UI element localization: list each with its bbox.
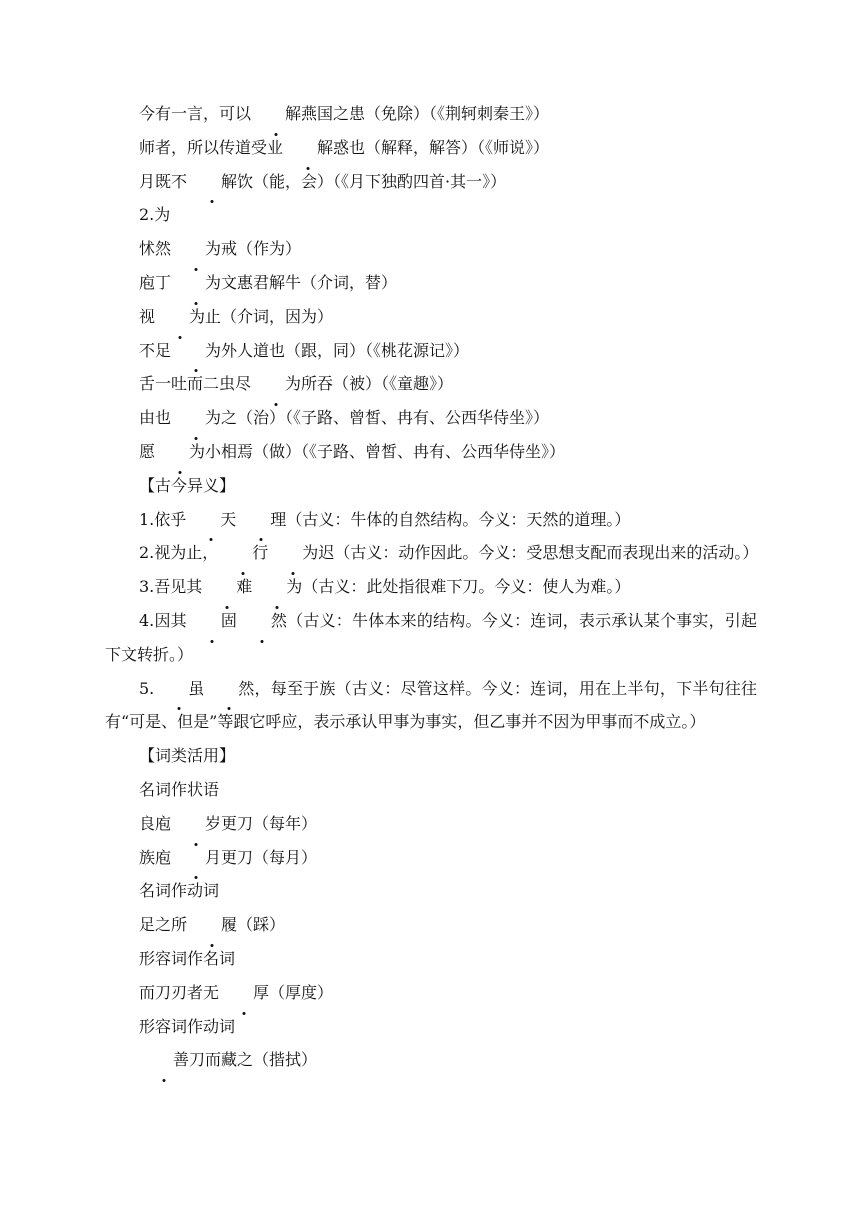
text-line (105, 739, 757, 773)
text-line (105, 435, 757, 469)
text-segment: 名词作状语 (139, 779, 220, 799)
text-segment: （古义：此处指很难下刀。今义：使人为难。） (302, 577, 631, 597)
emphasized-character: 为 (155, 435, 205, 469)
text-segment: 4.因其 (139, 610, 187, 630)
text-segment: 所吞（被）（《童趣》） (301, 374, 454, 394)
text-line (105, 942, 757, 976)
emphasized-character: 为 (171, 266, 221, 300)
text-segment: 形容词作动词 (139, 1016, 236, 1036)
emphasized-character: 为 (171, 232, 221, 266)
text-segment: 【古今异义】 (139, 475, 236, 495)
emphasized-character: 难 (202, 570, 252, 604)
text-segment: 迟（古义：动作因此。今义：受思想支配而表现出来的活动。） (318, 543, 759, 563)
text-segment: 惑也（解释，解答）（《师说》） (333, 137, 550, 157)
emphasized-character: 为 (252, 570, 302, 604)
text-segment: 外人道也（跟，同）（《桃花源记》） (221, 340, 470, 360)
text-segment: 足之所 (139, 915, 188, 935)
text-line (105, 401, 757, 435)
text-segment: 3.吾见其 (139, 577, 203, 597)
text-line (105, 266, 757, 300)
text-segment: 庖丁 (139, 272, 172, 292)
text-segment: 刀而藏之（揩拭） (189, 1050, 318, 1070)
text-segment: （古义：牛体本来的结构。今义：连词，表示承认某个事实，引起下文转折。） (105, 610, 757, 664)
text-segment: 止（介词，因为） (205, 306, 334, 326)
text-segment: 更刀（每月） (221, 847, 318, 867)
emphasized-character: 固 (187, 604, 237, 638)
text-segment: 1.依乎 (139, 509, 187, 529)
text-line (105, 570, 757, 604)
text-segment: 戒（作为） (221, 239, 302, 259)
emphasized-character: 天 (186, 503, 236, 537)
text-line (105, 503, 757, 537)
text-segment: （踩） (237, 915, 286, 935)
emphasized-character: 解 (251, 97, 301, 131)
text-line (105, 773, 757, 807)
text-line (105, 165, 757, 199)
text-segment: 文惠君解牛（介词，替） (221, 272, 398, 292)
text-line (105, 469, 757, 503)
paragraph (105, 672, 757, 740)
emphasized-character: 解 (187, 165, 237, 199)
text-segment: ，每至于族（古义：尽管这样。今义：连词，用在上半句，下半句往往有“可是、但是”等跟它呼应，表示承认甲事为事实，但乙事并不因为甲事而不成立。） (105, 678, 757, 732)
text-line (105, 841, 757, 875)
text-segment: （古义：牛体的自然结构。今义：天然的道理。） (286, 509, 631, 529)
text-segment: 形容词作名词 (139, 948, 236, 968)
paragraph (105, 604, 757, 672)
emphasized-character: 岁 (171, 807, 221, 841)
text-segment: 2.为 (139, 205, 171, 225)
text-line (105, 1043, 757, 1077)
text-segment: 之（治）（《子路、曾皙、冉有、公西华侍坐》） (221, 408, 550, 428)
text-segment: 今有一言，可以 (139, 104, 252, 123)
text-line (105, 1010, 757, 1044)
emphasized-character: 为 (251, 367, 301, 401)
text-segment: 而刀刃者无 (139, 982, 220, 1002)
text-line (105, 908, 757, 942)
emphasized-character: 为 (155, 300, 205, 334)
text-line (105, 807, 757, 841)
text-segment: 饮（能，会）（《月下独酌四首·其一》） (237, 171, 507, 191)
emphasized-character: 虽 (154, 672, 204, 706)
text-segment: 怵然 (139, 239, 172, 259)
emphasized-character: 为 (171, 334, 221, 368)
text-line (105, 198, 757, 232)
emphasized-character: 为 (268, 536, 318, 570)
text-segment: 由也 (139, 408, 172, 428)
text-segment: 月既不 (139, 171, 188, 191)
text-segment: 族庖 (139, 847, 172, 867)
text-segment: 燕国之患（免除）（《荆轲刺秦王》） (301, 104, 550, 123)
text-line (105, 874, 757, 908)
text-segment: 不足 (139, 340, 172, 360)
emphasized-character: 履 (187, 908, 237, 942)
text-segment: 视 (139, 306, 156, 326)
emphasized-character: 为 (171, 401, 221, 435)
emphasized-character: 解 (283, 131, 333, 165)
text-segment: 【词类活用】 (139, 746, 236, 766)
text-segment: 小相焉（做）（《子路、曾皙、冉有、公西华侍坐》） (205, 441, 566, 461)
text-line (105, 97, 757, 131)
emphasized-character: 月 (171, 841, 221, 875)
text-segment: （厚度） (269, 982, 334, 1002)
emphasized-character: 然 (204, 672, 254, 706)
text-segment: 愿 (139, 441, 156, 461)
text-segment: 师者，所以传道受业 (139, 137, 284, 157)
text-line (105, 334, 757, 368)
text-segment: 名词作动词 (139, 881, 220, 901)
text-line (105, 367, 757, 401)
text-segment: 更刀（每年） (221, 813, 318, 833)
emphasized-character: 善 (139, 1043, 189, 1077)
emphasized-character: 理 (236, 503, 286, 537)
text-segment: 舌一吐而二虫尽 (139, 374, 252, 394)
document-body (105, 97, 757, 1077)
emphasized-character: 然 (237, 604, 287, 638)
text-line (105, 976, 757, 1010)
text-line (105, 232, 757, 266)
emphasized-character: 行 (218, 536, 268, 570)
text-line (105, 131, 757, 165)
text-line (105, 536, 757, 570)
text-segment: 5. (139, 678, 155, 698)
emphasized-character: 厚 (219, 976, 269, 1010)
text-segment: 良庖 (139, 813, 172, 833)
text-line (105, 300, 757, 334)
text-segment: 2.视为止， (139, 543, 219, 563)
